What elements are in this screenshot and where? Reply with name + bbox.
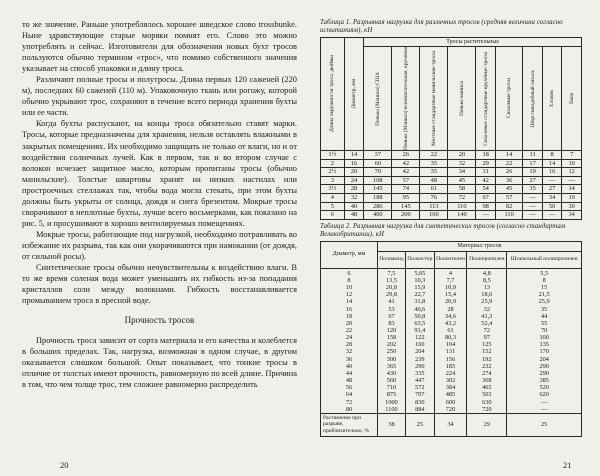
table-cell: 113 <box>420 202 448 211</box>
table-cell: 42 <box>476 176 496 185</box>
table-cell: 1100 <box>385 405 398 413</box>
table-cell: 16 <box>344 159 364 168</box>
table1 <box>320 37 582 220</box>
right-page <box>320 19 582 437</box>
paragraphs-after <box>22 335 297 390</box>
table-cell: 29 <box>476 159 496 168</box>
table-cell: 20,8 <box>385 284 397 292</box>
table-cell: 42 <box>392 159 420 168</box>
table-cell: 57 <box>495 193 522 202</box>
table-cell: 365 <box>386 362 397 370</box>
table-cell: 335 <box>415 369 425 377</box>
table-cell: 19 <box>523 168 543 177</box>
table-cell: 830 <box>415 398 425 406</box>
table-cell: 61 <box>447 327 454 334</box>
section-heading: Прочность тросов <box>124 315 195 326</box>
table-cell: 60 <box>364 159 392 168</box>
table-cell: 37 <box>364 151 392 160</box>
table-cell: 707 <box>415 391 425 399</box>
table-cell: 385 <box>539 377 549 385</box>
table-cell: 152 <box>482 348 492 356</box>
table-cell: 45 <box>495 185 522 194</box>
header-row <box>321 38 582 47</box>
table-cell: 22 <box>345 327 353 334</box>
table-cell: 8,5 <box>482 276 491 284</box>
table-cell: — <box>523 211 543 220</box>
table-cell: 200 <box>392 211 420 220</box>
table-cell: 720 <box>445 405 456 413</box>
table-cell: 108 <box>364 176 392 185</box>
table-cell: 27 <box>542 185 562 194</box>
table-cell: 4 <box>448 269 453 277</box>
column-header-text: Хлопок <box>549 89 556 108</box>
table-cell: 8 <box>347 276 351 284</box>
material-column <box>378 268 406 413</box>
table-cell: 13 <box>483 284 490 292</box>
paragraphs-before <box>22 19 297 306</box>
table2 <box>320 241 582 437</box>
material-column <box>434 268 467 413</box>
table-cell: 20,9 <box>444 298 457 306</box>
table-cell: 503 <box>482 391 492 399</box>
table-cell: 61 <box>420 185 448 194</box>
table2-header <box>321 241 582 268</box>
table-cell: 5,5 <box>540 269 549 277</box>
table-row <box>321 176 582 185</box>
table-cell: 2 <box>321 159 345 168</box>
group-header: Материал тросов <box>378 241 582 251</box>
table-cell: 20 <box>344 168 364 177</box>
column-header: Полиамид <box>378 251 406 268</box>
table-cell: 3 <box>321 176 345 185</box>
table-cell: 5 <box>321 202 345 211</box>
column-header-text: Пенька (Манила) США <box>374 71 381 126</box>
table-cell: 4,8 <box>482 269 491 277</box>
table-cell: 67 <box>388 312 395 320</box>
table-cell: 7 <box>562 151 582 160</box>
table-cell: 10 <box>345 284 353 292</box>
table-cell: 30 <box>562 202 582 211</box>
table-cell: 560 <box>386 377 397 385</box>
table-cell: 58 <box>448 185 476 194</box>
table-cell: — <box>542 176 562 185</box>
table-cell: 135 <box>539 341 549 349</box>
column-header-text: Длина окружности троса, дюймы <box>329 55 336 133</box>
table-cell: 41 <box>388 298 395 306</box>
table-cell: 300 <box>386 355 397 363</box>
table1-caption-label: Таблица 1. <box>320 19 352 26</box>
column-header <box>344 38 364 151</box>
table-cell: 35 <box>420 159 448 168</box>
table-cell: 13,5 <box>385 276 397 284</box>
table-cell: 27 <box>523 176 543 185</box>
table-cell: 76 <box>420 193 448 202</box>
table-cell: 42 <box>392 168 420 177</box>
table-row <box>321 193 582 202</box>
table-cell: 91,4 <box>414 327 426 334</box>
table-cell: 28 <box>345 341 353 349</box>
table-cell: 8 <box>542 151 562 160</box>
table-cell: — <box>541 405 548 413</box>
table-cell: 31,8 <box>414 298 426 306</box>
table-cell: 110 <box>448 202 476 211</box>
table-cell: 35 <box>523 185 543 194</box>
table-cell: 145 <box>392 202 420 211</box>
column-header: Полиэстер <box>405 251 434 268</box>
table-cell: 120 <box>386 327 397 334</box>
table-cell: 38 <box>378 413 406 436</box>
table-cell: 35 <box>420 168 448 177</box>
table-cell: 4 <box>321 193 345 202</box>
column-header <box>523 47 543 151</box>
table-cell: 44 <box>541 312 548 320</box>
table-cell: 70 <box>541 327 548 334</box>
column-header-text: Шерстиподобный сизаль <box>529 69 536 128</box>
paragraph: то же значение. Раньше употреблялось хорошее шведское слово trossbunke. Ныне здравствующие старые моряки помнят его. Слово это можно употреблять и сейчас. Изготовители для обозначения новых бухт тросов пользуются обычно термином «трос», что помимо собственного значения указывает на способ упаковки и длину троса. <box>22 20 297 74</box>
footer-row <box>321 413 582 436</box>
column-header <box>476 47 496 151</box>
column-header-text: Местные стандартные манильские тросы <box>430 51 437 146</box>
paragraph: Прочность троса зависит от сорта материала и его качества и колеблется в больших пределах. Так, нагрузка, возможная в одном случае, в другом оказывается слишком большой. Опыт показывает, что тонкие тросы в отличие от толстых имеют прочность, равномерную по всей длине. Причина в том, что чем толще трос, тем сложнее равномерно распределить <box>22 336 297 390</box>
table-cell: 368 <box>482 377 492 385</box>
table-cell: 20 <box>345 319 353 327</box>
table-cell: 28 <box>344 185 364 194</box>
table-cell: 21,5 <box>538 291 550 299</box>
table1-caption-text: Разрывная нагрузка для различных тросов (средняя величина согласно испытаниям), кН <box>320 19 563 34</box>
column-header: Штапельный полипропилен <box>507 251 582 268</box>
table-cell: 63,5 <box>414 319 426 327</box>
table-cell: 10,3 <box>414 276 426 284</box>
table-cell: 56 <box>345 384 353 392</box>
table-cell: 160 <box>420 211 448 220</box>
table-cell: 302 <box>445 377 456 385</box>
table-cell: 80 <box>345 405 353 413</box>
table-cell: 18 <box>476 151 496 160</box>
table-cell: 110 <box>495 211 522 220</box>
table-cell: 232 <box>482 362 492 370</box>
table-cell: 158 <box>386 334 397 342</box>
footer-label: Растяжение при разрыве, приблизительно, % <box>321 413 378 436</box>
table-cell: 290 <box>415 362 425 370</box>
table-cell: 274 <box>482 369 492 377</box>
table-cell: 36 <box>345 355 353 363</box>
material-column <box>405 268 434 413</box>
table-cell: 15 <box>541 284 548 292</box>
table-cell: 400 <box>364 211 392 220</box>
table-cell: 156 <box>445 355 456 363</box>
table-cell: 12 <box>345 291 353 299</box>
table-cell: 192 <box>482 355 492 363</box>
table-cell: 630 <box>482 398 492 406</box>
column-header <box>364 47 392 151</box>
material-column <box>467 268 507 413</box>
column-header <box>321 38 345 151</box>
diameter-column <box>321 268 378 413</box>
table-cell: 41,3 <box>481 312 493 320</box>
table-cell: 22 <box>420 151 448 160</box>
table-cell: 55 <box>541 319 548 327</box>
table-cell: 14 <box>345 298 353 306</box>
table-cell: 35 <box>541 305 548 313</box>
table-cell: 43,2 <box>444 319 457 327</box>
table-cell: 6 <box>321 211 345 220</box>
table-cell: 67 <box>476 193 496 202</box>
table-cell: 26 <box>392 151 420 160</box>
table-cell: 290 <box>539 362 549 370</box>
table-cell: 884 <box>415 405 425 413</box>
table-cell: 54 <box>476 185 496 194</box>
table-cell: 14 <box>542 159 562 168</box>
table-cell: 34 <box>562 211 582 220</box>
paragraph: Синтетические тросы обычно нечувствительны к воздействию влаги. В то же время соленая вода может уменьшить их гибкость из-за попадания кристаллов соли между волокнами. Гибкость восстанавливается промыванием троса в пресной воде. <box>22 263 297 306</box>
table-cell: 600 <box>445 398 456 406</box>
table-cell: 447 <box>415 377 425 385</box>
column-header <box>495 47 522 151</box>
table-cell: 40,6 <box>414 305 426 313</box>
table-cell: 83 <box>388 319 395 327</box>
table-cell: 290 <box>539 369 549 377</box>
table-cell: 15,9 <box>414 284 426 292</box>
table-cell: 48 <box>345 377 353 385</box>
table-cell: 286 <box>364 202 392 211</box>
column-header: Полипропилен <box>467 251 507 268</box>
table-cell: 22 <box>495 159 522 168</box>
table-cell: — <box>476 211 496 220</box>
table-cell: 95 <box>392 193 420 202</box>
table-cell: 34 <box>542 193 562 202</box>
table-cell: 10 <box>562 159 582 168</box>
table-cell: 36 <box>495 176 522 185</box>
table-cell: — <box>542 211 562 220</box>
group-header: Тросы растительные <box>364 38 582 47</box>
page-number-left: 20 <box>60 460 69 470</box>
table-cell: 17 <box>523 159 543 168</box>
table-cell: 70 <box>364 168 392 177</box>
table-cell: 72 <box>448 193 476 202</box>
column-header-text: Сизалевые стандартные кручёные тросы <box>482 51 489 146</box>
table2-caption-text: Разрывная нагрузка для синтетических тросов (согласно стандартам Великобритании), кН <box>320 222 566 238</box>
table-cell: 19 <box>562 193 582 202</box>
table-cell: 11 <box>523 151 543 160</box>
table-cell: 25,9 <box>481 298 493 306</box>
table1-caption <box>320 19 582 35</box>
left-page-text <box>22 19 297 391</box>
table-row <box>321 159 582 168</box>
table-cell: 53 <box>388 305 395 313</box>
table-cell: 14 <box>344 151 364 160</box>
table-cell: — <box>523 193 543 202</box>
table-cell: 82 <box>495 202 522 211</box>
table-cell: 25 <box>405 413 434 436</box>
table-cell: 520 <box>539 384 549 392</box>
table-cell: 202 <box>386 341 397 349</box>
table-cell: 34,6 <box>444 312 457 320</box>
table-row <box>321 151 582 160</box>
table-cell: 34 <box>434 413 467 436</box>
table1-header <box>321 38 582 151</box>
table-cell: 40 <box>344 202 364 211</box>
table-cell: 18 <box>345 312 353 320</box>
table-cell: 52,4 <box>481 319 493 327</box>
table-cell: 97 <box>483 334 490 342</box>
column-header <box>562 47 582 151</box>
table-cell: 7,5 <box>387 269 396 277</box>
table2-caption-label: Таблица 2. <box>320 222 352 230</box>
table-cell: 57 <box>392 176 420 185</box>
table-cell: 28 <box>447 305 454 313</box>
paragraph: Когда бухты распускают, на концы троса обязательно ставят марки. Тросы, которые предназначены для хранения, нельзя оставлять влажными в закрытых помещениях. Их необходимо защищать не только от влаги, но и от воздействия солнечных лучей. Как в первом, так и во втором случае с волокон исчезает защитное масло, которым пропитаны тросы (обычно манильские). Толстые швартовы хранят на низких настилах или простроечных стеллажах так, чтобы вода могла стекать, при этом бухты должны быть укрыты от солнца, дождя и снега брезентом. Мокрые тросы сворачивают в неплотные бухты, лучше всего восьмерками, как показано на рис. 5, и просушивают в хорошо вентилируемых помещениях. <box>22 119 297 228</box>
column-header <box>542 47 562 151</box>
table-cell: 185 <box>445 362 456 370</box>
table-cell: 34 <box>448 168 476 177</box>
table-row <box>321 168 582 177</box>
table-row <box>321 185 582 194</box>
table2-caption <box>320 223 582 239</box>
table-cell: 25 <box>507 413 582 436</box>
table-cell: 12 <box>562 168 582 177</box>
table-cell: 50 <box>542 202 562 211</box>
table-cell: 72 <box>483 327 490 334</box>
column-header-text: Хвоя <box>568 92 575 105</box>
table-cell: 29 <box>467 413 507 436</box>
table-cell: 31 <box>476 168 496 177</box>
column-header-text: Диаметр, мм <box>351 79 358 109</box>
table-cell: 7,7 <box>446 276 455 284</box>
table-cell: 45 <box>448 176 476 185</box>
column-header <box>448 47 476 151</box>
page-number-right: 21 <box>563 460 572 470</box>
table-cell: 22,7 <box>414 291 426 299</box>
table-cell: 32 <box>345 348 353 356</box>
table-cell: 26 <box>495 168 522 177</box>
column-header-text: Сизалевые тросы <box>506 78 513 119</box>
material-column <box>507 268 582 413</box>
table-cell: 14 <box>562 185 582 194</box>
table-cell: 48 <box>344 211 364 220</box>
column-header <box>420 47 448 151</box>
table-cell: 18,6 <box>481 291 493 299</box>
table-cell: 1000 <box>385 398 398 406</box>
table-cell: 24 <box>344 176 364 185</box>
table-cell: 14 <box>495 151 522 160</box>
corner-header: Диаметр, мм <box>321 241 378 268</box>
table-cell: 140 <box>448 211 476 220</box>
table-cell: 48 <box>420 176 448 185</box>
table-cell: 2½ <box>321 168 345 177</box>
table-cell: 5,65 <box>414 269 426 277</box>
table-cell: 40 <box>345 362 353 370</box>
table-cell: 64 <box>345 391 353 399</box>
table-cell: 145 <box>364 185 392 194</box>
table-cell: 29,8 <box>385 291 397 299</box>
table-cell: 384 <box>445 384 456 392</box>
table-cell: — <box>541 398 548 406</box>
column-header <box>392 47 420 151</box>
table-cell: 131 <box>445 348 456 356</box>
table-cell: 32 <box>483 305 490 313</box>
table1-body <box>321 151 582 220</box>
table-cell: 160 <box>415 341 425 349</box>
table-cell: 8 <box>542 276 546 284</box>
table-cell: 122 <box>415 334 425 342</box>
table-cell: 3½ <box>321 185 345 194</box>
table-cell: 250 <box>386 348 397 356</box>
table-cell: 15,4 <box>444 291 457 299</box>
table-cell: 44 <box>345 369 353 377</box>
table-cell: 430 <box>386 369 397 377</box>
table-cell: 72 <box>345 398 353 406</box>
table-cell: 104 <box>445 341 456 349</box>
table-cell: 25,9 <box>538 298 550 306</box>
table-cell: 572 <box>415 384 425 392</box>
table2-body <box>321 268 582 436</box>
table-cell: 20 <box>448 151 476 160</box>
table-cell: 620 <box>539 391 549 399</box>
table-cell: 16 <box>345 305 353 313</box>
table-cell: 80,3 <box>444 334 457 342</box>
table-row <box>321 202 582 211</box>
table-cell: 465 <box>482 384 492 392</box>
paragraph: Мокрые тросы, работающие под нагрузкой, необходимо потравливать во избежание их разрыва, так как они укорачиваются при намокании (от дождя, от сильной росы). <box>22 229 297 261</box>
table-cell: — <box>523 202 543 211</box>
table-cell: 125 <box>482 341 492 349</box>
table-cell: 1½ <box>321 151 345 160</box>
table-cell: — <box>562 176 582 185</box>
table-cell: 485 <box>445 391 456 399</box>
table-cell: 10,9 <box>444 284 457 292</box>
column-header-text: Пенька-манила <box>458 81 465 116</box>
table-cell: 74 <box>392 185 420 194</box>
table-cell: 100 <box>539 334 549 342</box>
table-row <box>321 211 582 220</box>
table-cell: 6 <box>347 269 351 277</box>
column-header-text: Пенька (Манила) вспомогательная, крученая <box>402 47 409 150</box>
table-row <box>321 268 582 413</box>
table-cell: 24 <box>345 334 353 342</box>
table-cell: 720 <box>482 405 492 413</box>
table-cell: 98 <box>476 202 496 211</box>
table-cell: 32 <box>344 193 364 202</box>
paragraph: Различают полные тросы и полутросы. Длина первых 120 саженей (220 м), последних 60 саженей (110 м). Упаковочную ткань или рогожу, которой обычно укрывают трос, сохраняют в течение всего периода хранения бухты или ее части. <box>22 75 297 118</box>
table-cell: 710 <box>386 384 397 392</box>
table-cell: 875 <box>386 391 397 399</box>
column-header: Полиэтилен <box>434 251 467 268</box>
table-cell: 204 <box>539 355 549 363</box>
table-cell: 32 <box>448 159 476 168</box>
table-cell: 239 <box>415 355 425 363</box>
table-cell: 204 <box>415 348 425 356</box>
table-cell: 188 <box>364 193 392 202</box>
table-cell: 224 <box>445 369 456 377</box>
table-cell: 50,8 <box>414 312 426 320</box>
table-cell: 170 <box>539 348 549 356</box>
table-cell: 16 <box>542 168 562 177</box>
header-row <box>321 241 582 251</box>
